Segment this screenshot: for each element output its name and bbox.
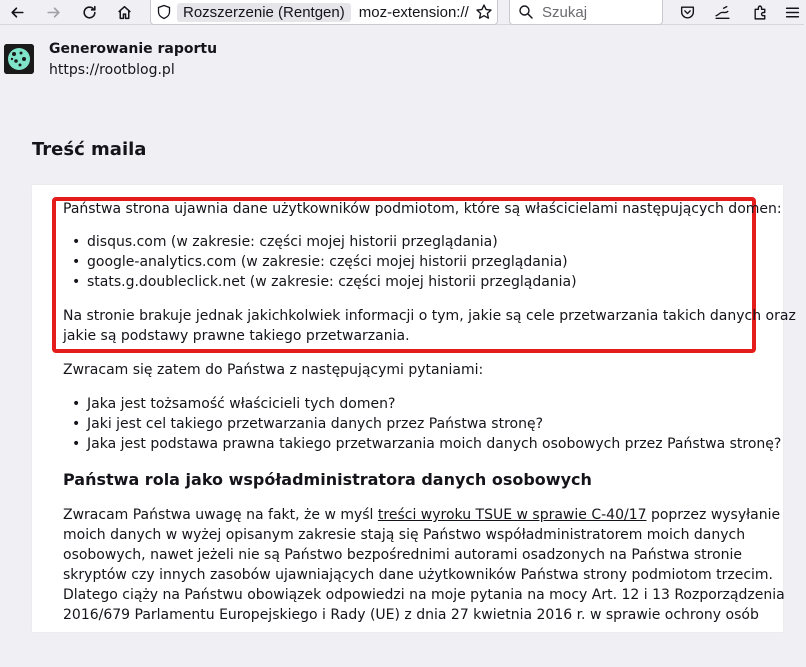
url-text[interactable]: moz-extension://: [358, 3, 469, 21]
domain-list-item: • disqus.com (w zakresie: części mojej historii przeglądania): [87, 232, 498, 252]
star-icon[interactable]: [475, 3, 493, 21]
menu-icon: [784, 4, 801, 21]
reload-icon: [81, 4, 98, 21]
role-heading: Państwa rola jako współadministratora danych osobowych: [63, 470, 592, 489]
questions-intro: Zwracam się zatem do Państwa z następującymi pytaniami:: [63, 362, 484, 378]
pocket-button[interactable]: [673, 0, 701, 25]
role-paragraph-line: Dlatego ciąży na Państwu obowiązek odpowiedzi na moje pytania na mocy Art. 12 i 13 Rozporządzenia: [63, 587, 785, 603]
browser-toolbar: [0, 0, 804, 25]
site-url: https://rootblog.pl: [49, 62, 175, 78]
back-icon: [9, 4, 26, 21]
home-button[interactable]: [110, 0, 138, 25]
screenshot-icon: [714, 4, 731, 21]
shield-icon: [156, 4, 172, 20]
search-icon: [518, 4, 534, 20]
domain-list-item: • stats.g.doubleclick.net (w zakresie: części mojej historii przeglądania): [87, 272, 577, 292]
role-text-post: poprzez wysyłanie: [646, 507, 781, 523]
pocket-icon: [679, 4, 696, 21]
role-paragraph-line: moich danych w wyżej opisanym zakresie stają się Państwo współadministratorem moich danych: [63, 527, 746, 543]
domain-list-item: • google-analytics.com (w zakresie: części mojej historii przeglądania): [87, 252, 568, 272]
extensions-button[interactable]: [746, 0, 774, 25]
report-header: [0, 25, 804, 135]
report-title: Generowanie raportu: [49, 41, 218, 57]
role-paragraph-line: osobowych, nawet jeżeli nie są Państwo bezpośrednimi autorami osadzonych na Państwa stronie: [63, 547, 743, 563]
forward-button[interactable]: [39, 0, 67, 25]
back-button[interactable]: [3, 0, 31, 25]
extensions-icon: [752, 4, 769, 21]
email-intro: Państwa strona ujawnia dane użytkowników podmiotom, które są właścicielami następujących domen:: [63, 201, 782, 217]
role-paragraph-line: skryptów czy innych zasobów ujawniających dane użytkowników Państwa strony podmiotom trzecim.: [63, 567, 774, 583]
url-bar[interactable]: [150, 0, 498, 25]
tracking-protection-button[interactable]: [151, 0, 177, 25]
role-paragraph-line: [63, 505, 780, 525]
email-content: [32, 185, 796, 632]
tsue-judgment-link[interactable]: treści wyroku TSUE w sprawie C-40/17: [377, 507, 647, 523]
identity-label[interactable]: Rozszerzenie (Rentgen): [177, 3, 351, 22]
menu-button[interactable]: [778, 0, 806, 25]
question-list-item: • Jaka jest tożsamość właścicieli tych domen?: [87, 394, 395, 414]
role-paragraph-line: 2016/679 Parlamentu Europejskiego i Rady (UE) z dnia 27 kwietnia 2016 r. w sprawie ochrony osób: [63, 607, 759, 623]
forward-icon: [45, 4, 62, 21]
search-input[interactable]: [542, 4, 652, 21]
question-list-item: • Jaka jest podstawa prawna takiego przetwarzania moich danych osobowych przez Państwa stronę?: [87, 434, 781, 454]
reload-button[interactable]: [75, 0, 103, 25]
role-text-pre: Zwracam Państwa uwagę na fakt, że w myśl: [63, 507, 378, 523]
question-list-item: • Jaki jest cel takiego przetwarzania danych przez Państwa stronę?: [87, 414, 543, 434]
home-icon: [116, 4, 133, 21]
search-bar[interactable]: [509, 0, 663, 25]
screenshot-button[interactable]: [708, 0, 736, 25]
missing-info-line: jakie są podstawy prawne takiego przetwarzania.: [63, 328, 410, 344]
rentgen-logo-icon: [4, 44, 34, 74]
section-title: Treść maila: [32, 139, 147, 160]
missing-info-line: Na stronie brakuje jednak jakichkolwiek informacji o tym, jakie są cele przetwarzania takich danych oraz: [63, 308, 796, 324]
